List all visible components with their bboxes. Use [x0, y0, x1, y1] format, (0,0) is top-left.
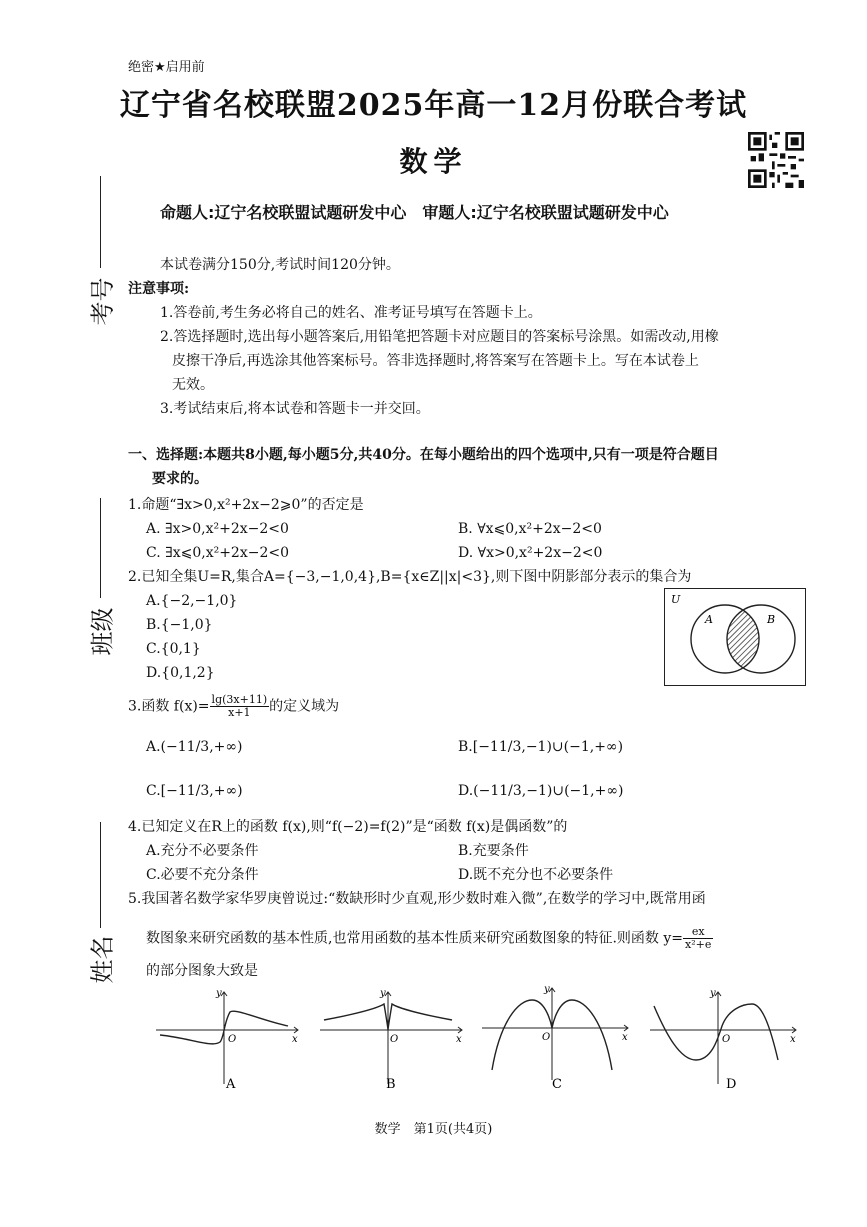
axis-x-label: x [790, 1034, 796, 1045]
qr-code-icon [748, 132, 804, 188]
class-line [100, 498, 101, 598]
q3-option-c: C.[−11/3,+∞) [146, 783, 243, 799]
question-2-stem: 2.已知全集U=R,集合A={−3,−1,0,4},B={x∈Z||x|<3},则下图中阴影部分表示的集合为 [128, 569, 692, 585]
page-footer: 数学 第1页(共4页) [374, 1122, 493, 1137]
origin-label: O [228, 1034, 237, 1045]
secret-label: 绝密★启用前 [128, 60, 205, 75]
exam-title: 辽宁省名校联盟2025年高一12月份联合考试 [119, 88, 748, 123]
notice-item: 无效。 [172, 377, 214, 393]
axis-y-label: y [380, 988, 386, 999]
exam-no-label: 考号 [88, 277, 117, 326]
q5-fraction [683, 926, 713, 951]
subject-title: 数学 [399, 145, 468, 178]
q3-option-b: B.[−11/3,−1)∪(−1,+∞) [458, 739, 624, 755]
q2-option-c: C.{0,1} [146, 641, 201, 657]
axis-x-label: x [456, 1034, 462, 1045]
q5-denominator: x²+e [685, 938, 712, 951]
q1-option-b: B. ∀x⩽0,x²+2x−2<0 [458, 521, 602, 537]
q3-stem-post: 的定义域为 [269, 698, 340, 715]
graph-b [316, 986, 472, 1092]
q2-option-d: D.{0,1,2} [146, 665, 215, 681]
notice-item: 皮擦干净后,再选涂其他答案标号。答非选择题时,将答案写在答题卡上。写在本试卷上 [172, 353, 699, 369]
q2-option-b: B.{−1,0} [146, 617, 213, 633]
notice-item: 3.考试结束后,将本试卷和答题卡一并交回。 [160, 401, 430, 417]
q3-option-a: A.(−11/3,+∞) [146, 739, 243, 755]
q1-option-d: D. ∀x>0,x²+2x−2<0 [458, 545, 603, 561]
venn-label-u: U [671, 593, 681, 606]
q1-option-c: C. ∃x⩽0,x²+2x−2<0 [146, 545, 290, 561]
intro-text: 本试卷满分150分,考试时间120分钟。 [160, 257, 400, 273]
q1-option-a: A. ∃x>0,x²+2x−2<0 [146, 521, 289, 537]
axis-x-label: x [622, 1032, 628, 1043]
q3-option-d: D.(−11/3,−1)∪(−1,+∞) [458, 783, 624, 799]
question-5-line3: 的部分图象大致是 [146, 963, 258, 979]
q4-option-b: B.充要条件 [458, 843, 529, 859]
question-3-stem [128, 694, 339, 719]
name-label: 姓名 [88, 935, 117, 984]
q2-option-a: A.{−2,−1,0} [146, 593, 238, 609]
section-heading: 一、选择题:本题共8小题,每小题5分,共40分。在每小题给出的四个选项中,只有一项是符合题目 [128, 447, 719, 463]
class-label: 班级 [88, 607, 117, 656]
origin-label: O [390, 1034, 399, 1045]
axis-y-label: y [710, 988, 716, 999]
q3-fraction [210, 694, 270, 719]
authors-line: 命题人:辽宁名校联盟试题研发中心 审题人:辽宁名校联盟试题研发中心 [160, 203, 669, 222]
venn-label-a: A [705, 613, 713, 626]
q4-option-a: A.充分不必要条件 [146, 843, 259, 859]
q4-option-c: C.必要不充分条件 [146, 867, 259, 883]
axis-x-label: x [292, 1034, 298, 1045]
question-1-stem: 1.命题“∃x>0,x²+2x−2⩾0”的否定是 [128, 497, 364, 513]
origin-label: O [542, 1032, 551, 1043]
q3-numerator: lg(3x+11) [211, 693, 268, 706]
graph-label-d: D [726, 1077, 737, 1092]
axis-y-label: y [544, 984, 550, 995]
notice-heading: 注意事项: [128, 281, 190, 297]
venn-diagram [664, 588, 806, 686]
exam-no-line [100, 176, 101, 268]
graph-d-curve [654, 1004, 778, 1060]
name-line [100, 822, 101, 928]
graph-d [646, 986, 806, 1092]
q5-numerator: ex [683, 926, 713, 939]
q4-option-d: D.既不充分也不必要条件 [458, 867, 614, 883]
graph-label-b: B [386, 1077, 396, 1092]
graph-label-c: C [552, 1077, 562, 1092]
notice-item: 1.答卷前,考生务必将自己的姓名、准考证号填写在答题卡上。 [160, 305, 542, 321]
notice-item: 2.答选择题时,选出每小题答案后,用铅笔把答题卡对应题目的答案标号涂黑。如需改动,用橡 [160, 329, 719, 345]
graph-c [478, 982, 638, 1092]
q3-stem-pre: 3.函数 f(x)= [128, 698, 210, 715]
venn-label-b: B [767, 613, 776, 626]
q5-line2-text: 数图象来研究函数的基本性质,也常用函数的基本性质来研究函数图象的特征.则函数 y= [146, 930, 683, 947]
question-5-line1: 5.我国著名数学家华罗庚曾说过:“数缺形时少直观,形少数时难入微”,在数学的学习中,既常用函 [128, 891, 706, 907]
section-heading-cont: 要求的。 [152, 471, 208, 487]
question-5-line2 [146, 926, 713, 951]
q3-denominator: x+1 [228, 706, 251, 719]
graph-label-a: A [226, 1077, 236, 1092]
question-4-stem: 4.已知定义在R上的函数 f(x),则“f(−2)=f(2)”是“函数 f(x)是偶函数”的 [128, 819, 568, 835]
axis-y-label: y [216, 988, 222, 999]
origin-label: O [722, 1034, 731, 1045]
graph-a [150, 986, 310, 1092]
